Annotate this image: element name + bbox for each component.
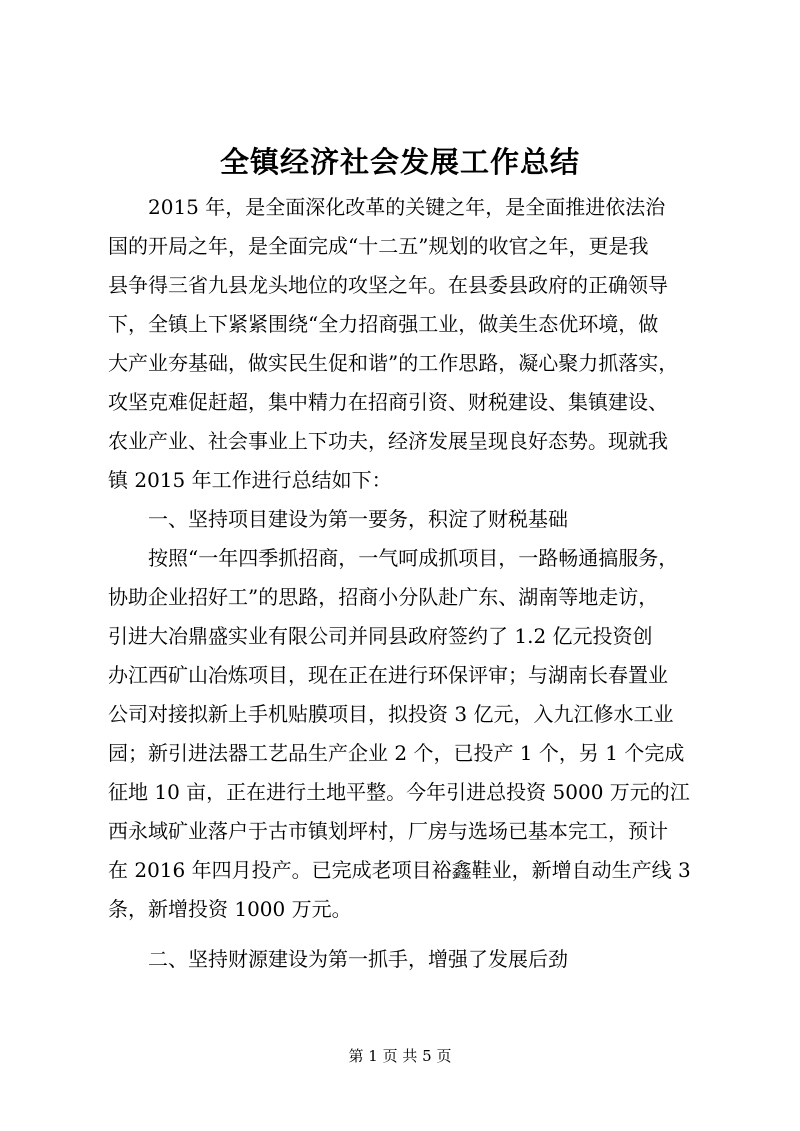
paragraph-line: 引进大冶鼎盛实业有限公司并同县政府签约了 1.2 亿元投资创 bbox=[108, 624, 653, 648]
paragraph-line: 在 2016 年四月投产。已完成老项目裕鑫鞋业，新增自动生产线 3 bbox=[108, 858, 691, 882]
paragraph-line: 攻坚克难促赶超，集中精力在招商引资、财税建设、集镇建设、 bbox=[108, 390, 668, 414]
paragraph-line: 按照“一年四季抓招商，一气呵成抓项目，一路畅通搞服务， bbox=[148, 546, 679, 570]
section-heading: 一、坚持项目建设为第一要务，积淀了财税基础 bbox=[148, 507, 568, 531]
paragraph-line: 公司对接拟新上手机贴膜项目，拟投资 3 亿元，入九江修水工业 bbox=[108, 702, 674, 726]
paragraph-line: 园；新引进法器工艺品生产企业 2 个，已投产 1 个，另 1 个完成 bbox=[108, 741, 685, 765]
paragraph-line: 下，全镇上下紧紧围绕“全力招商强工业，做美生态优环境，做 bbox=[108, 312, 659, 336]
paragraph-line: 农业产业、社会事业上下功夫，经济发展呈现良好态势。现就我 bbox=[108, 429, 668, 453]
document-body bbox=[108, 188, 708, 979]
paragraph-line: 县争得三省九县龙头地位的攻坚之年。在县委县政府的正确领导 bbox=[108, 273, 668, 297]
paragraph-line: 条，新增投资 1000 万元。 bbox=[108, 897, 352, 921]
paragraph-line: 镇 2015 年工作进行总结如下： bbox=[108, 468, 392, 492]
paragraph-line: 西永域矿业落户于古市镇划坪村，厂房与选场已基本完工，预计 bbox=[108, 819, 668, 843]
paragraph-line: 办江西矿山冶炼项目，现在正在进行环保评审；与湖南长春置业 bbox=[108, 663, 668, 687]
document-title: 全镇经济社会发展工作总结 bbox=[219, 145, 580, 179]
page-footer: 第 1 页 共 5 页 bbox=[348, 1047, 452, 1065]
paragraph-line: 2015 年，是全面深化改革的关键之年，是全面推进依法治 bbox=[148, 195, 666, 219]
paragraph-line: 大产业夯基础，做实民生促和谐”的工作思路，凝心聚力抓落实， bbox=[108, 351, 679, 375]
paragraph-spacer bbox=[108, 929, 708, 940]
section-heading: 二、坚持财源建设为第一抓手，增强了发展后劲 bbox=[148, 947, 568, 971]
paragraph-line: 国的开局之年，是全面完成“十二五”规划的收官之年，更是我 bbox=[108, 234, 649, 258]
paragraph-line: 征地 10 亩，正在进行土地平整。今年引进总投资 5000 万元的江 bbox=[108, 780, 690, 804]
paragraph-line: 协助企业招好工”的思路，招商小分队赴广东、湖南等地走访， bbox=[108, 585, 659, 609]
